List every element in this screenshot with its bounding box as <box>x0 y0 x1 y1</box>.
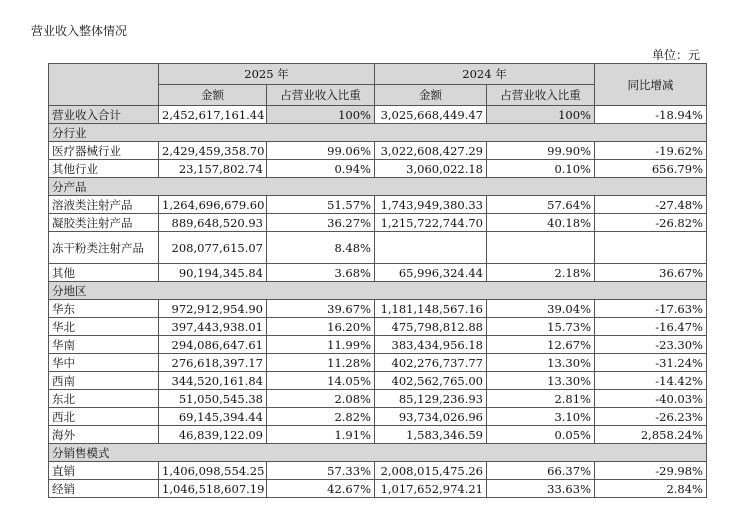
table-row <box>49 160 707 178</box>
amount-2024: 1,215,722,744.70 <box>375 214 487 232</box>
table-row <box>49 264 707 282</box>
row-label: 冻干粉类注射产品 <box>49 232 159 264</box>
amount-2024: 3,060,022.18 <box>375 160 487 178</box>
page-title: 营业收入整体情况 <box>31 24 128 38</box>
row-label: 经销 <box>49 480 159 498</box>
header-amount-2025: 金额 <box>159 85 267 106</box>
section-title: 分产品 <box>49 178 707 196</box>
amount-2025: 1,046,518,607.19 <box>159 480 267 498</box>
amount-2025: 90,194,345.84 <box>159 264 267 282</box>
amount-2025: 2,429,459,358.70 <box>159 142 267 160</box>
ratio-2025: 2.08% <box>267 390 375 408</box>
total-yoy: -18.94% <box>595 106 707 124</box>
ratio-2025: 57.33% <box>267 462 375 480</box>
yoy-change: -19.62% <box>595 142 707 160</box>
header-amount-2024: 金额 <box>375 85 487 106</box>
total-ratio-2024: 100% <box>487 106 595 124</box>
ratio-2025: 51.57% <box>267 196 375 214</box>
yoy-change: -23.30% <box>595 336 707 354</box>
ratio-2024: 13.30% <box>487 372 595 390</box>
table-row <box>49 390 707 408</box>
table-row <box>49 214 707 232</box>
ratio-2025: 99.06% <box>267 142 375 160</box>
unit-label: 单位：元 <box>651 48 700 62</box>
yoy-change: -40.03% <box>595 390 707 408</box>
amount-2024: 3,022,608,427.29 <box>375 142 487 160</box>
ratio-2024: 3.10% <box>487 408 595 426</box>
header-year-2025: 2025 年 <box>159 64 375 85</box>
yoy-change <box>595 232 707 264</box>
table-row <box>49 300 707 318</box>
table-row <box>49 336 707 354</box>
ratio-2024: 0.05% <box>487 426 595 444</box>
section-title: 分行业 <box>49 124 707 142</box>
row-label: 海外 <box>49 426 159 444</box>
yoy-change: 2.84% <box>595 480 707 498</box>
ratio-2025: 2.82% <box>267 408 375 426</box>
ratio-2025: 8.48% <box>267 232 375 264</box>
table-body <box>49 106 707 498</box>
ratio-2025: 14.05% <box>267 372 375 390</box>
row-label: 其他行业 <box>49 160 159 178</box>
ratio-2025: 0.94% <box>267 160 375 178</box>
row-label: 直销 <box>49 462 159 480</box>
table-row <box>49 462 707 480</box>
table-header <box>49 64 707 106</box>
amount-2024: 85,129,236.93 <box>375 390 487 408</box>
yoy-change: 656.79% <box>595 160 707 178</box>
ratio-2025: 3.68% <box>267 264 375 282</box>
revenue-table <box>48 63 707 498</box>
row-label: 医疗器械行业 <box>49 142 159 160</box>
row-label: 凝胶类注射产品 <box>49 214 159 232</box>
ratio-2024: 15.73% <box>487 318 595 336</box>
ratio-2025: 42.67% <box>267 480 375 498</box>
ratio-2024: 39.04% <box>487 300 595 318</box>
amount-2025: 889,648,520.93 <box>159 214 267 232</box>
row-label: 西北 <box>49 408 159 426</box>
yoy-change: -27.48% <box>595 196 707 214</box>
amount-2024: 93,734,026.96 <box>375 408 487 426</box>
yoy-change: -16.47% <box>595 318 707 336</box>
amount-2025: 344,520,161.84 <box>159 372 267 390</box>
amount-2025: 397,443,938.01 <box>159 318 267 336</box>
ratio-2024: 40.18% <box>487 214 595 232</box>
amount-2025: 276,618,397.17 <box>159 354 267 372</box>
amount-2025: 1,406,098,554.25 <box>159 462 267 480</box>
total-amount-2024: 3,025,668,449.47 <box>375 106 487 124</box>
section-header-row <box>49 124 707 142</box>
amount-2025: 1,264,696,679.60 <box>159 196 267 214</box>
ratio-2024: 99.90% <box>487 142 595 160</box>
section-title: 分销售模式 <box>49 444 707 462</box>
yoy-change: -26.23% <box>595 408 707 426</box>
table-row <box>49 408 707 426</box>
amount-2025: 51,050,545.38 <box>159 390 267 408</box>
row-label: 西南 <box>49 372 159 390</box>
ratio-2024: 57.64% <box>487 196 595 214</box>
yoy-change: -14.42% <box>595 372 707 390</box>
ratio-2024 <box>487 232 595 264</box>
row-label: 华南 <box>49 336 159 354</box>
ratio-2024: 2.18% <box>487 264 595 282</box>
ratio-2025: 11.99% <box>267 336 375 354</box>
table-row <box>49 142 707 160</box>
table-row <box>49 196 707 214</box>
row-label: 溶液类注射产品 <box>49 196 159 214</box>
table-row <box>49 480 707 498</box>
ratio-2024: 12.67% <box>487 336 595 354</box>
yoy-change: -17.63% <box>595 300 707 318</box>
header-blank-cell <box>49 64 159 106</box>
amount-2024: 383,434,956.18 <box>375 336 487 354</box>
amount-2025: 294,086,647.61 <box>159 336 267 354</box>
row-label: 华北 <box>49 318 159 336</box>
table-row <box>49 318 707 336</box>
ratio-2024: 13.30% <box>487 354 595 372</box>
amount-2025: 208,077,615.07 <box>159 232 267 264</box>
ratio-2025: 36.27% <box>267 214 375 232</box>
amount-2025: 46,839,122.09 <box>159 426 267 444</box>
yoy-change: -31.24% <box>595 354 707 372</box>
ratio-2024: 2.81% <box>487 390 595 408</box>
yoy-change: -29.98% <box>595 462 707 480</box>
table-row <box>49 232 707 264</box>
section-header-row <box>49 282 707 300</box>
ratio-2025: 39.67% <box>267 300 375 318</box>
ratio-2025: 11.28% <box>267 354 375 372</box>
row-label: 华中 <box>49 354 159 372</box>
amount-2024 <box>375 232 487 264</box>
amount-2025: 972,912,954.90 <box>159 300 267 318</box>
header-ratio-2024: 占营业收入比重 <box>487 85 595 106</box>
amount-2024: 402,276,737.77 <box>375 354 487 372</box>
header-ratio-2025: 占营业收入比重 <box>267 85 375 106</box>
total-ratio-2025: 100% <box>267 106 375 124</box>
table-row <box>49 426 707 444</box>
header-yoy: 同比增减 <box>595 64 707 106</box>
ratio-2024: 0.10% <box>487 160 595 178</box>
amount-2024: 1,017,652,974.21 <box>375 480 487 498</box>
ratio-2024: 33.63% <box>487 480 595 498</box>
amount-2024: 402,562,765.00 <box>375 372 487 390</box>
amount-2024: 1,743,949,380.33 <box>375 196 487 214</box>
total-row <box>49 106 707 124</box>
section-header-row <box>49 178 707 196</box>
ratio-2025: 1.91% <box>267 426 375 444</box>
yoy-change: -26.82% <box>595 214 707 232</box>
ratio-2025: 16.20% <box>267 318 375 336</box>
yoy-change: 2,858.24% <box>595 426 707 444</box>
section-header-row <box>49 444 707 462</box>
section-title: 分地区 <box>49 282 707 300</box>
amount-2025: 69,145,394.44 <box>159 408 267 426</box>
row-label: 华东 <box>49 300 159 318</box>
row-label: 东北 <box>49 390 159 408</box>
header-year-2024: 2024 年 <box>375 64 595 85</box>
ratio-2024: 66.37% <box>487 462 595 480</box>
total-label: 营业收入合计 <box>49 106 159 124</box>
total-amount-2025: 2,452,617,161.44 <box>159 106 267 124</box>
amount-2024: 2,008,015,475.26 <box>375 462 487 480</box>
amount-2024: 1,583,346.59 <box>375 426 487 444</box>
table-row <box>49 372 707 390</box>
table-row <box>49 354 707 372</box>
row-label: 其他 <box>49 264 159 282</box>
amount-2024: 475,798,812.88 <box>375 318 487 336</box>
amount-2025: 23,157,802.74 <box>159 160 267 178</box>
yoy-change: 36.67% <box>595 264 707 282</box>
amount-2024: 1,181,148,567.16 <box>375 300 487 318</box>
amount-2024: 65,996,324.44 <box>375 264 487 282</box>
